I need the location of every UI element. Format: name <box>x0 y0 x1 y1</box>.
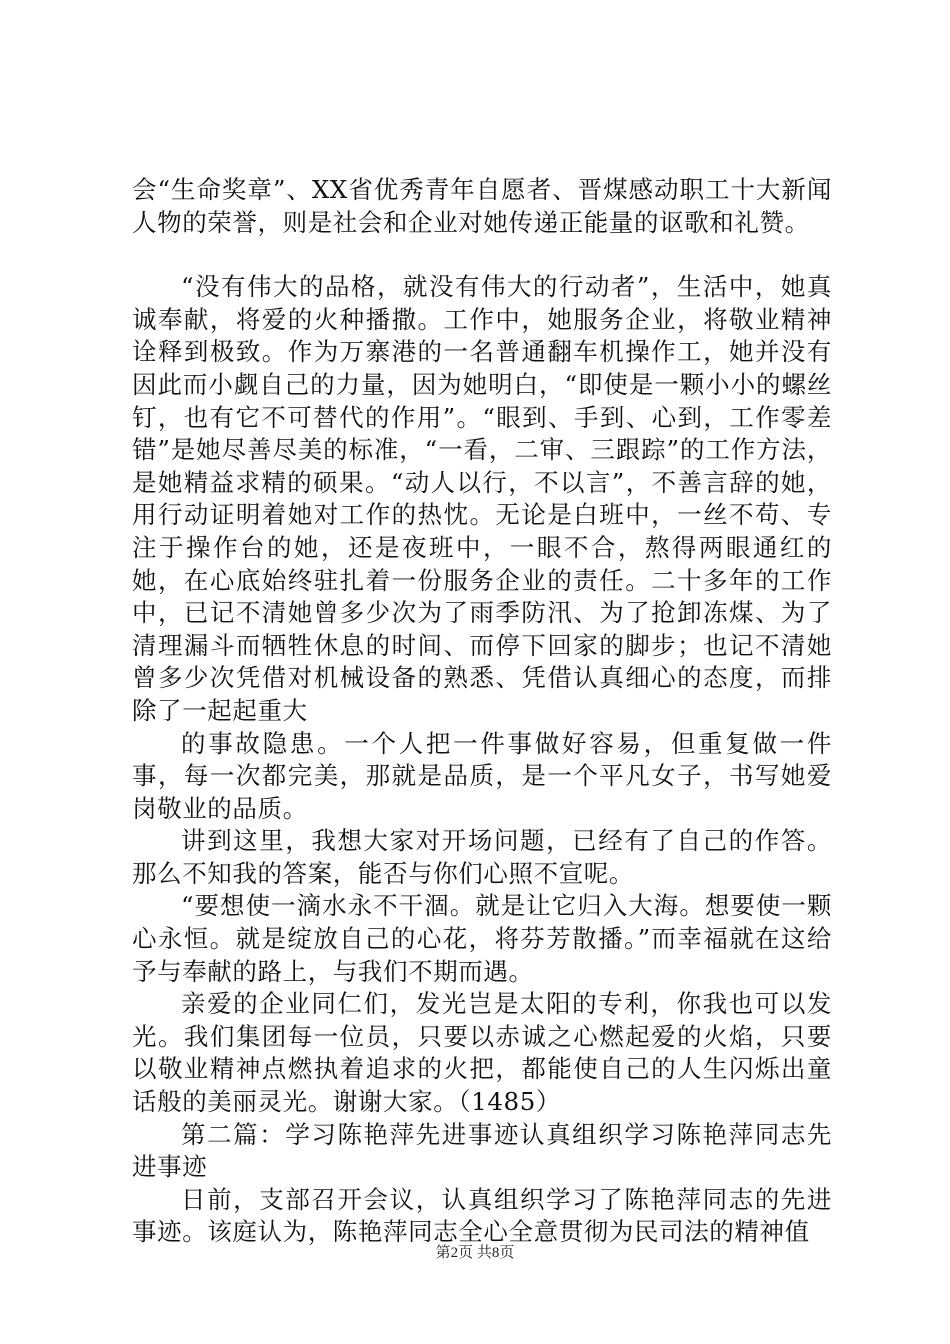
page-footer: 第2页 共8页 <box>435 1245 515 1261</box>
paragraph-7: 日前，支部召开会议，认真组织学习了陈艳萍同志的先进事迹。该庭认为，陈艳萍同志全心全意贯彻为民司法的精神值 <box>132 1184 832 1247</box>
paragraph-spacer <box>132 239 832 271</box>
paragraph-4: “要想使一滴水永不干涸。就是让它归入大海。想要使一颗心永恒。就是绽放自己的心花，将芬芳散播。”而幸福就在这给予与奉献的路上，与我们不期而遇。 <box>132 891 832 986</box>
paragraph-0: 会“生命奖章”、XX省优秀青年自愿者、晋煤感动职工十大新闻人物的荣誉，则是社会和企业对她传递正能量的讴歌和礼赞。 <box>132 175 832 237</box>
paragraph-2: 的事故隐患。一个人把一件事做好容易，但重复做一件事，每一次都完美，那就是品质，是一个平凡女子，书写她爱岗敬业的品质。 <box>132 728 832 823</box>
section-heading: 第二篇：学习陈艳萍先进事迹认真组织学习陈艳萍同志先进事迹 <box>132 1119 832 1182</box>
paragraph-1: “没有伟大的品格，就没有伟大的行动者”，生活中，她真诚奉献，将爱的火种播撒。工作中，她服务企业，将敬业精神诠释到极致。作为万寨港的一名普通翻车机操作工，她并没有因此而小觑自己的力量，因为她明白，“即使是一颗小小的螺丝钉，也有它不可替代的作用”。“眼到、手到、心到，工作零差错”是她尽善尽美的标准，“一看，二审、三跟踪”的工作方法，是她精益求精的硕果。“动人以行，不以言”，不善言辞的她，用行动证明着她对工作的热忱。无论是白班中，一丝不苟、专注于操作台的她，还是夜班中，一眼不合，熬得两眼通红的她，在心底始终驻扎着一份服务企业的责任。二十多年的工作中，已记不清她曾多少次为了雨季防汛、为了抢卸冻煤、为了清理漏斗而牺牲休息的时间、而停下回家的脚步；也记不清她曾多少次凭借对机械设备的熟悉、凭借认真细心的态度，而排除了一起起重大 <box>132 272 832 725</box>
document-body <box>132 174 832 1249</box>
paragraph-5: 亲爱的企业同仁们，发光岂是太阳的专利，你我也可以发光。我们集团每一位员，只要以赤诚之心燃起爱的火焰，只要以敬业精神点燃执着追求的火把，都能使自己的人生闪烁出童话般的美丽灵光。谢谢大家。（1485） <box>132 989 832 1117</box>
paragraph-3: 讲到这里，我想大家对开场问题，已经有了自己的作答。那么不知我的答案，能否与你们心照不宣呢。 <box>132 826 832 888</box>
